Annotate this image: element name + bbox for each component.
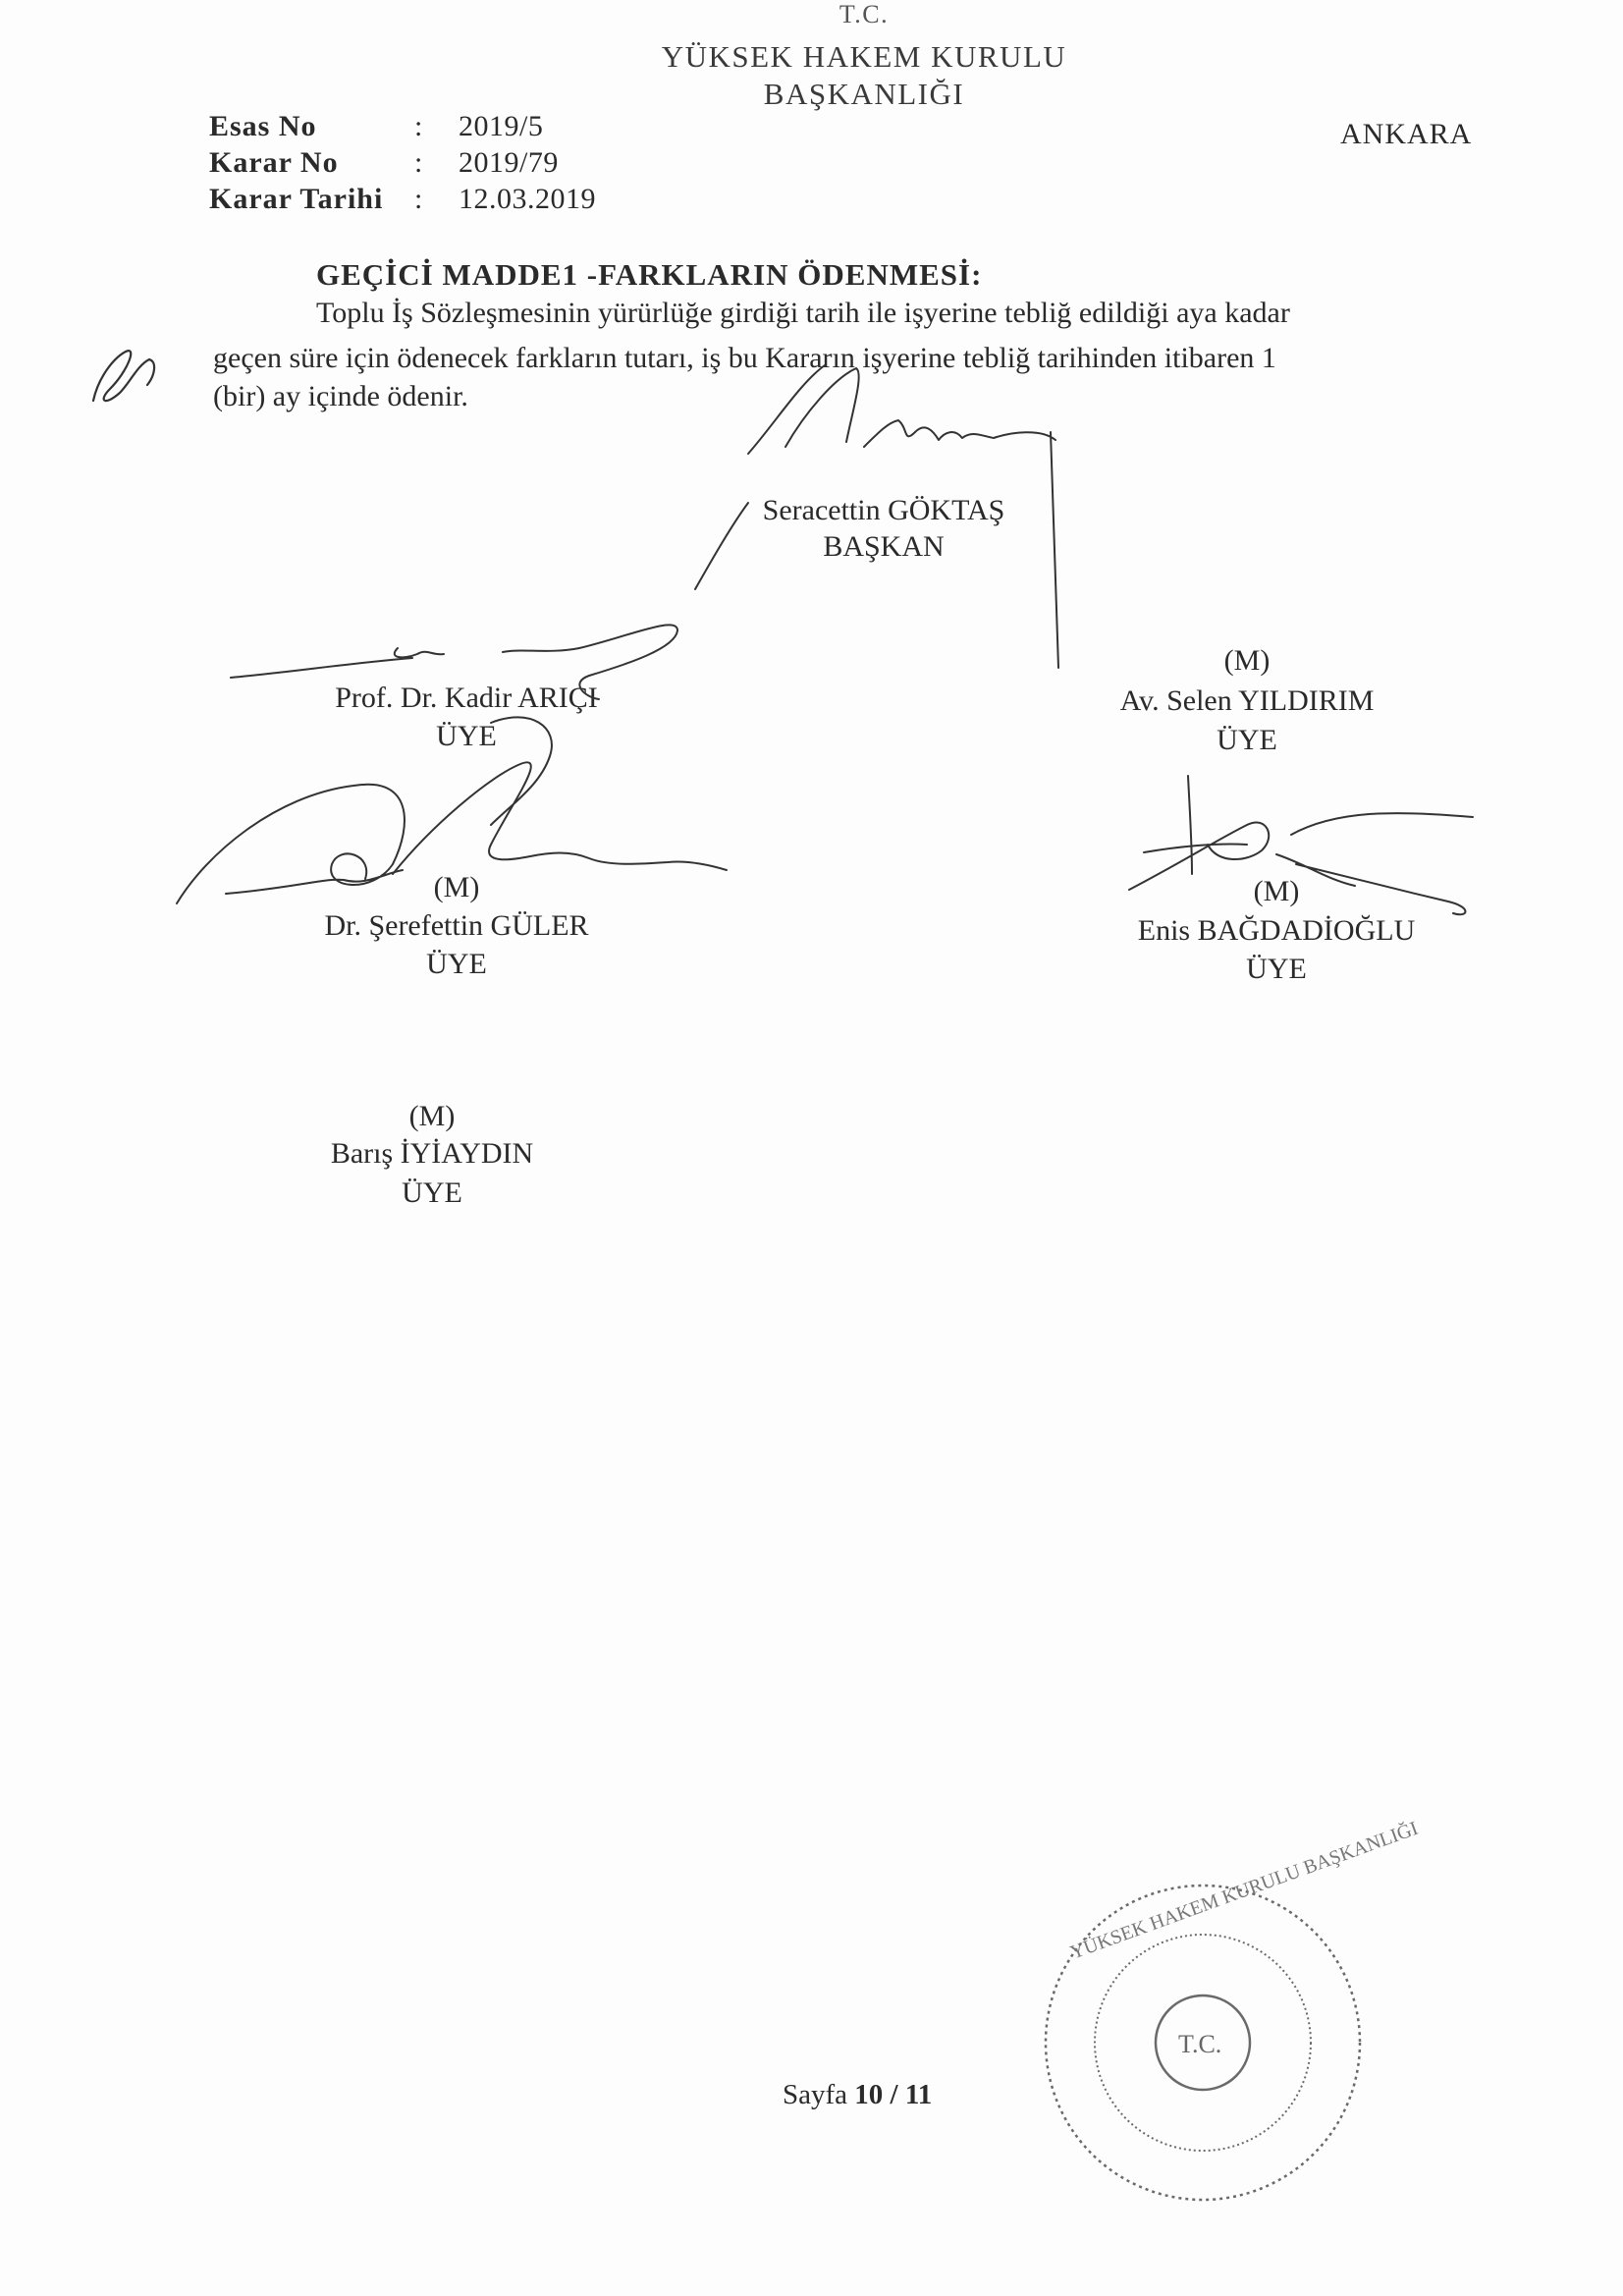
esas-value: 2019/5 bbox=[459, 110, 544, 142]
member2-role: ÜYE bbox=[1217, 724, 1277, 756]
stamp-ring-text: YÜKSEK HAKEM KURULU BAŞKANLIĞI bbox=[1067, 1817, 1422, 1964]
city-label: ANKARA bbox=[1340, 118, 1473, 150]
tarih-colon: : bbox=[414, 183, 423, 215]
president-name: Seracettin GÖKTAŞ bbox=[762, 494, 1005, 526]
member5-mark: (M) bbox=[408, 1100, 456, 1132]
header-presidency: BAŞKANLIĞI bbox=[763, 77, 965, 111]
article-line-1: Toplu İş Sözleşmesinin yürürlüğe girdiği tarih ile işyerine tebliğ edildiği aya kadar bbox=[316, 297, 1290, 329]
karar-label: Karar No bbox=[209, 146, 339, 179]
member2-mark: (M) bbox=[1223, 644, 1271, 677]
member1-signature bbox=[231, 625, 677, 699]
member5-name: Barış İYİAYDIN bbox=[330, 1137, 534, 1170]
page-prefix: Sayfa bbox=[783, 2079, 848, 2110]
esas-label: Esas No bbox=[209, 110, 317, 142]
esas-colon: : bbox=[414, 110, 423, 142]
member3-name: Dr. Şerefettin GÜLER bbox=[324, 909, 589, 942]
member4-mark: (M) bbox=[1253, 875, 1300, 907]
member4-role: ÜYE bbox=[1246, 953, 1307, 985]
member3-role: ÜYE bbox=[426, 948, 487, 980]
article-line-2: geçen süre için ödenecek farkların tutarı, iş bu Kararın işyerine tebliğ tarihinden itibaren 1 bbox=[213, 342, 1276, 374]
president-role: BAŞKAN bbox=[823, 530, 945, 563]
page-current: 10 bbox=[854, 2079, 884, 2110]
official-stamp bbox=[1046, 1817, 1421, 2200]
tarih-label: Karar Tarihi bbox=[209, 183, 384, 215]
header-tc: T.C. bbox=[839, 0, 890, 28]
margin-initials-signature bbox=[93, 351, 154, 401]
article-line-3: (bir) ay içinde ödenir. bbox=[213, 380, 468, 412]
page-separator: / bbox=[890, 2079, 898, 2110]
header-institution: YÜKSEK HAKEM KURULU bbox=[661, 39, 1067, 74]
karar-colon: : bbox=[414, 146, 423, 179]
tarih-value: 12.03.2019 bbox=[459, 183, 596, 215]
page-total: 11 bbox=[904, 2079, 933, 2110]
stamp-center-text: T.C. bbox=[1178, 2030, 1222, 2058]
member3-signature bbox=[177, 717, 727, 903]
article-title: GEÇİCİ MADDE1 -FARKLARIN ÖDENMESİ: bbox=[316, 257, 983, 292]
member4-signature bbox=[1129, 776, 1473, 914]
member5-role: ÜYE bbox=[402, 1176, 462, 1209]
karar-value: 2019/79 bbox=[459, 146, 559, 179]
member1-role: ÜYE bbox=[436, 720, 497, 752]
president-signature bbox=[695, 365, 1058, 668]
member1-name: Prof. Dr. Kadir ARIÇI bbox=[335, 682, 598, 714]
member4-name: Enis BAĞDADİOĞLU bbox=[1137, 914, 1416, 947]
member3-mark: (M) bbox=[433, 871, 480, 903]
member2-name: Av. Selen YILDIRIM bbox=[1119, 684, 1375, 717]
